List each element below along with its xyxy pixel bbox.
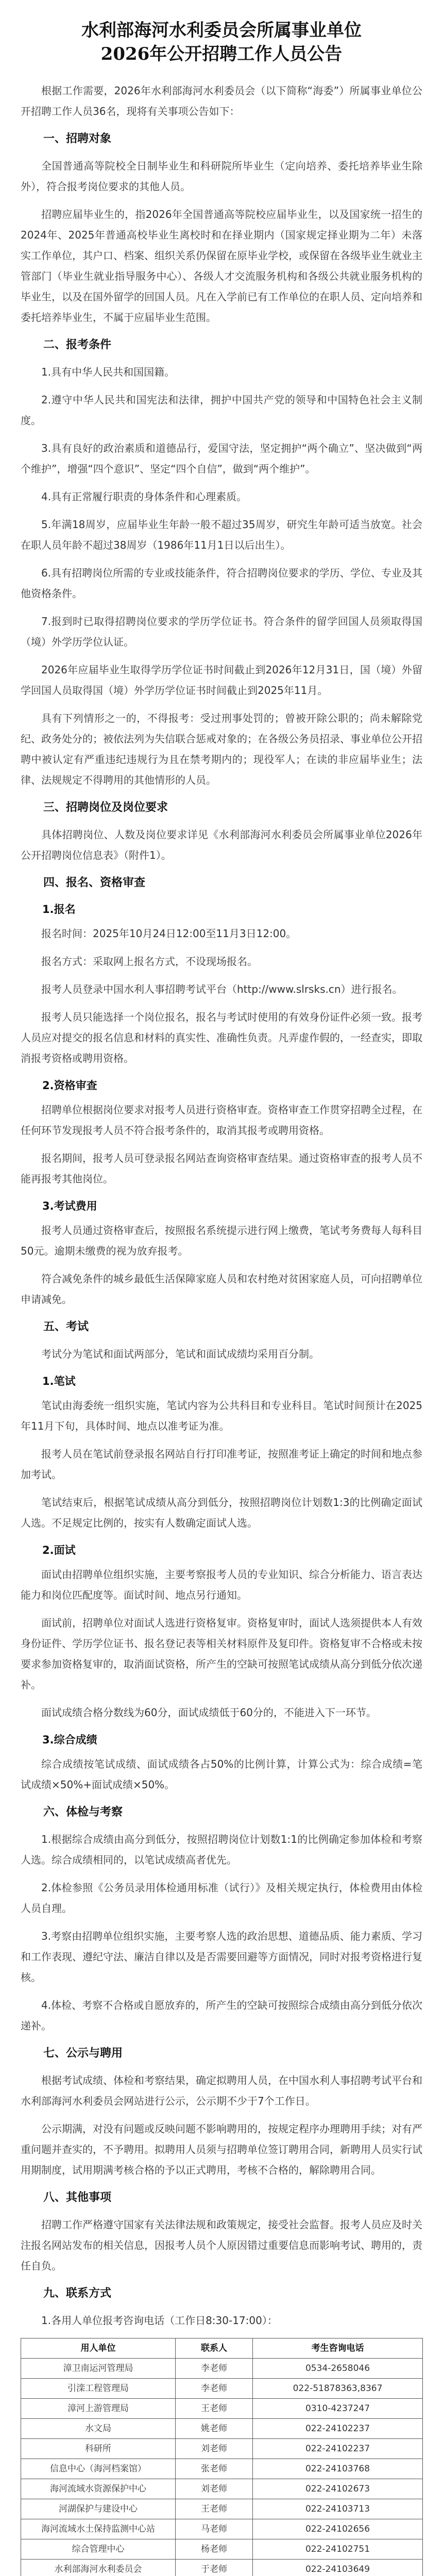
paragraph: 考试分为笔试和面试两部分，笔试和面试成绩均采用百分制。: [41, 1348, 319, 1360]
paragraph: 笔试由海委统一组织实施，笔试内容为公共科目和专业科目。笔试时间预计在2025年11月下旬，具体时间、地点以准考证为准。: [21, 1399, 422, 1432]
table-row: [21, 2499, 423, 2519]
table-row: [21, 2519, 423, 2539]
table-row: [21, 2459, 423, 2479]
contact-table: [21, 2338, 423, 2576]
section-heading: 1.报名: [42, 903, 76, 916]
paragraph: 5.年满18周岁，应届毕业生年龄一般不超过35周岁，研究生年龄可适当放宽。社会在职人员年龄不超过38周岁（1986年11月1日以后出生）。: [21, 518, 422, 551]
table-row: [21, 2419, 423, 2439]
section-heading: 九、联系方式: [43, 2287, 112, 2300]
cell-contact-person: 张老师: [176, 2459, 253, 2479]
cell-unit: 综合管理中心: [21, 2539, 176, 2560]
section-heading: 四、报名、资格审查: [43, 876, 146, 889]
paragraph: 4.具有正常履行职责的身体条件和心理素质。: [41, 490, 247, 503]
paragraph: 报考人员登录中国水利人事招聘考试平台（http://www.slrsks.cn）进行报名。: [41, 983, 403, 995]
header-contact-person: 联系人: [176, 2338, 253, 2359]
cell-unit: 海河流域水土保持监测中心站: [21, 2519, 176, 2539]
section-heading: 三、招聘岗位及岗位要求: [43, 801, 168, 814]
paragraph: 招聘工作严格遵守国家有关法律法规和政策规定，接受社会监督。报考人员应及时关注报名网站发布的相关信息，因报考人员个人原因错过重要信息而影响考试、聘用的，责任自负。: [21, 2218, 422, 2272]
section-heading: 3.综合成绩: [42, 1734, 97, 1746]
cell-contact-person: 李老师: [176, 2359, 253, 2379]
paragraph: 报名时间：2025年10月24日12:00至11月3日12:00。: [41, 927, 297, 940]
cell-contact-person: 王老师: [176, 2399, 253, 2419]
section-heading: 2.资格审查: [42, 1079, 97, 1092]
table-row: [21, 2560, 423, 2576]
paragraph: 1.根据综合成绩由高分到低分，按照招聘岗位计划数1:1的比例确定参加体检和考察人选。综合成绩相同的，以笔试成绩高者优先。: [21, 1833, 422, 1866]
section-heading: 八、其他事项: [43, 2191, 112, 2204]
cell-unit: 水利部海河水利委员会: [21, 2560, 176, 2576]
cell-contact-person: 刘老师: [176, 2479, 253, 2499]
paragraph: 招聘单位根据岗位要求对报考人员进行资格审查。资格审查工作贯穿招聘全过程，在任何环节发现报考人员不符合报考条件的，取消其报考或聘用资格。: [21, 1104, 422, 1137]
cell-phone: 0310-4237247: [253, 2399, 423, 2419]
cell-unit: 漳卫南运河管理局: [21, 2359, 176, 2379]
section-heading: 七、公示与聘用: [43, 2047, 123, 2060]
cell-contact-person: 杨老师: [176, 2539, 253, 2560]
cell-phone: 0534-2658046: [253, 2359, 423, 2379]
table-row: [21, 2359, 423, 2379]
cell-unit: 漳河上游管理局: [21, 2399, 176, 2419]
header-phone: 考生咨询电话: [253, 2338, 423, 2359]
paragraph: 报考人员通过资格审查后，按照报名系统提示进行网上缴费，笔试考务费每人每科目50元。逾期未缴费的视为放弃报考。: [21, 1224, 422, 1257]
paragraph: 2.体检参照《公务员录用体检通用标准（试行）》及相关规定执行，体检费用由体检人员自理。: [21, 1882, 422, 1914]
cell-phone: 022-24102237: [253, 2439, 423, 2459]
paragraph: 招聘应届毕业生的，指2026年全国普通高等院校应届毕业生，以及国家统一招生的2024年、2025年普通高校毕业生离校时和在择业期内（国家规定择业期为二年）未落实工作单位，其户口、档案、组织关系仍保留在原毕业学校，或保留在各级毕业生就业主管部门（毕业生就业指导服务中心）、各级人才交流服务机构和各级公共就业服务机构的毕业生，以及在国外留学的回国人员。凡在入学前已有工作单位的在职人员、定向培养和委托培养毕业生，不属于应届毕业生范围。: [21, 208, 422, 324]
paragraph: 具有下列情形之一的，不得报考：受过刑事处罚的；曾被开除公职的；尚未解除党纪、政务处分的；被依法列为失信联合惩戒对象的；在各级公务员招录、事业单位公开招聘中被认定有严重违纪违规行为且在禁考期内的；现役军人；在读的非应届毕业生；法律、法规规定不得聘用的其他情形的人员。: [21, 712, 422, 786]
cell-unit: 水文局: [21, 2419, 176, 2439]
paragraph: 面试成绩合格分数线为60分，面试成绩低于60分的，不能进入下一环节。: [41, 1706, 377, 1719]
cell-unit: 信息中心（海河档案馆）: [21, 2459, 176, 2479]
paragraph: 笔试结束后，根据笔试成绩从高分到低分，按照招聘岗位计划数1:3的比例确定面试人选。不足规定比例的，按实有人数确定面试人选。: [21, 1496, 422, 1529]
paragraph: 4.体检、考察不合格或自愿放弃的，所产生的空缺可按照综合成绩由高分到低分依次递补。: [21, 1999, 422, 2032]
paragraph: 公示期满，对没有问题或反映问题不影响聘用的，按规定程序办理聘用手续；对有严重问题并查实的，不予聘用。拟聘用人员须与招聘单位签订聘用合同，新聘用人员实行试用期制度，试用期满考核合格的予以正式聘用，考核不合格的，解除聘用合同。: [21, 2123, 422, 2176]
header-unit: 用人单位: [21, 2338, 176, 2359]
title-line-1: 水利部海河水利委员会所属事业单位: [81, 20, 362, 41]
contact-table-header-row: [21, 2338, 423, 2359]
cell-contact-person: 姚老师: [176, 2419, 253, 2439]
paragraph: 7.报到时已取得招聘岗位要求的学历学位证书。符合条件的留学回国人员须取得国（境）外学历学位认证。: [21, 615, 422, 648]
paragraph: 1.具有中华人民共和国国籍。: [41, 366, 175, 378]
paragraph: 全国普通高等院校全日制毕业生和科研院所毕业生（定向培养、委托培养毕业生除外），符合报考岗位要求的其他人员。: [21, 160, 422, 193]
paragraph: 3.考察由招聘单位组织实施，主要考察人选的政治思想、道德品质、能力素质、学习和工作表现、遵纪守法、廉洁自律以及是否需要回避等方面情况，同时对报考资格进行复核。: [21, 1930, 422, 1984]
cell-phone: 022-24102656: [253, 2519, 423, 2539]
cell-phone: 022-24102237: [253, 2419, 423, 2439]
title-line-2: 2026年公开招聘工作人员公告: [100, 44, 343, 64]
paragraph: 1.各用人单位报考咨询电话（工作日8:30-17:00）：: [41, 2314, 278, 2327]
paragraph: 2.遵守中华人民共和国宪法和法律，拥护中国共产党的领导和中国特色社会主义制度。: [21, 394, 422, 427]
table-row: [21, 2479, 423, 2499]
paragraph: 2026年应届毕业生取得学历学位证书时间截止到2026年12月31日，国（境）外留学回国人员取得国（境）外学历学位证书时间截止到2025年11月。: [21, 664, 422, 697]
paragraph: 报名期间，报考人员可登录报名网站查询资格审查结果。通过资格审查的报考人员不能再报考其他岗位。: [21, 1152, 422, 1185]
page-title: [21, 19, 422, 66]
paragraph: 面试由招聘单位组织实施，主要考察报考人员的专业知识、综合分析能力、语言表达能力和岗位匹配度等。面试时间、地点另行通知。: [21, 1568, 422, 1601]
cell-unit: 海河流域水资源保护中心: [21, 2479, 176, 2499]
section-heading: 六、体检与考察: [43, 1806, 123, 1819]
cell-phone: 022-24102673: [253, 2479, 423, 2499]
cell-phone: 022-24103649: [253, 2560, 423, 2576]
announcement-body: [21, 129, 422, 2331]
table-row: [21, 2379, 423, 2399]
paragraph: 报考人员只能选择一个岗位报名，报名与考试时使用的有效身份证件必须一致。报考人员应对提交的报名信息和材料的真实性、准确性负责。凡弄虚作假的，一经查实，即取消报考资格或聘用资格。: [21, 1011, 422, 1064]
paragraph: 面试前，招聘单位对面试人选进行资格复审。资格复审时，面试人选须提供本人有效身份证件、学历学位证书、报名登记表等相关材料原件及复印件。资格复审不合格或未按要求参加资格复审的，取消面试资格，所产生的空缺可按照笔试成绩从高分到低分依次递补。: [21, 1617, 422, 1691]
intro-paragraph: 根据工作需要，2026年水利部海河水利委员会（以下简称“海委”）所属事业单位公开招聘工作人员36名，现将有关事项公告如下：: [21, 84, 422, 117]
table-row: [21, 2439, 423, 2459]
section-heading: 3.考试费用: [42, 1200, 97, 1212]
cell-phone: 022-24103768: [253, 2459, 423, 2479]
cell-contact-person: 于老师: [176, 2560, 253, 2576]
paragraph: 报名方式：采取网上报名方式，不设现场报名。: [41, 955, 258, 968]
paragraph: 6.具有招聘岗位所需的专业或技能条件，符合招聘岗位要求的学历、学位、专业及其他资格条件。: [21, 567, 422, 600]
paragraph: 根据考试成绩、体检和考察结果，确定拟聘用人员，在中国水利人事招聘考试平台和水利部海河水利委员会网站进行公示，公示期不少于7个工作日。: [21, 2074, 422, 2107]
paragraph: 报考人员在笔试前登录报名网站自行打印准考证，按照准考证上确定的时间和地点参加考试。: [21, 1448, 422, 1481]
paragraph: 3.具有良好的政治素质和道德品行，爱国守法，坚定拥护“两个确立”、坚决做到“两个维护”，增强“四个意识”、坚定“四个自信”，做到“两个维护”。: [21, 442, 422, 475]
section-heading: 1.笔试: [42, 1375, 76, 1387]
cell-phone: 022-51878363,8367: [253, 2379, 423, 2399]
paragraph: 综合成绩按笔试成绩、面试成绩各占50%的比例计算，计算公式为：综合成绩=笔试成绩×50%+面试成绩×50%。: [21, 1758, 422, 1791]
section-heading: 2.面试: [42, 1544, 76, 1556]
table-row: [21, 2539, 423, 2560]
cell-phone: 022-24102751: [253, 2539, 423, 2560]
cell-unit: 科研所: [21, 2439, 176, 2459]
cell-contact-person: 马老师: [176, 2519, 253, 2539]
section-heading: 五、考试: [43, 1320, 89, 1333]
cell-phone: 022-24103713: [253, 2499, 423, 2519]
cell-unit: 河湖保护与建设中心: [21, 2499, 176, 2519]
section-heading: 二、报考条件: [43, 338, 112, 351]
cell-contact-person: 刘老师: [176, 2439, 253, 2459]
contact-table-body: [21, 2359, 423, 2576]
cell-contact-person: 李老师: [176, 2379, 253, 2399]
table-row: [21, 2399, 423, 2419]
cell-contact-person: 王老师: [176, 2499, 253, 2519]
paragraph: 符合减免条件的城乡最低生活保障家庭人员和农村绝对贫困家庭人员，可向招聘单位申请减免。: [21, 1273, 422, 1306]
paragraph: 具体招聘岗位、人数及岗位要求详见《水利部海河水利委员会所属事业单位2026年公开招聘岗位信息表》（附件1）。: [21, 828, 422, 861]
cell-unit: 引滦工程管理局: [21, 2379, 176, 2399]
section-heading: 一、招聘对象: [43, 132, 112, 145]
